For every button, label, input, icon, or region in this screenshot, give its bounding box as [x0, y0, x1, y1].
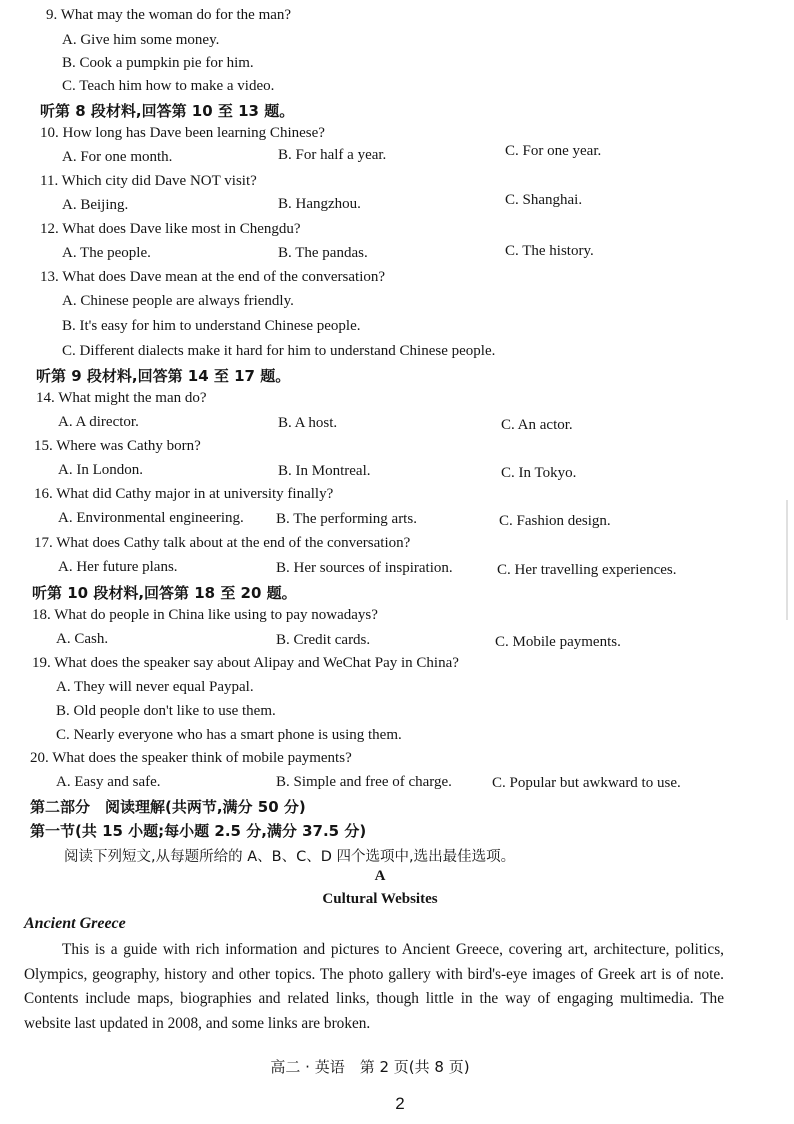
option: C. Different dialects make it hard for him to understand Chinese people.	[62, 343, 496, 359]
option: A. In London.	[58, 462, 143, 478]
scan-edge	[786, 500, 788, 620]
option: A. The people.	[62, 245, 151, 261]
page-number: 2	[395, 1094, 405, 1113]
option: C. Popular but awkward to use.	[492, 775, 681, 791]
option: C. Fashion design.	[499, 513, 611, 529]
option: C. An actor.	[501, 417, 573, 433]
section-heading: 第一节(共 15 小题;每小题 2.5 分,满分 37.5 分)	[30, 822, 367, 840]
option: B. In Montreal.	[278, 463, 371, 479]
passage-paragraph: This is a guide with rich information and pictures to Ancient Greece, covering art, architecture, politics, Olympics, geography, history and other topics. The photo gallery with bird's-eye images of Greek art is of note. Contents include maps, biographies and related links, though little in the way of engaging multimedia. The website last updated in 2008, and some links are broken.	[24, 941, 724, 1032]
question-16: 16. What did Cathy major in at university finally?	[34, 486, 334, 502]
option: A. Easy and safe.	[56, 774, 161, 790]
option: B. Old people don't like to use them.	[56, 703, 276, 719]
option: A. Environmental engineering.	[58, 510, 244, 526]
question-14: 14. What might the man do?	[36, 390, 207, 406]
section-instruction: 听第 9 段材料,回答第 14 至 17 题。	[36, 367, 291, 385]
option: C. Nearly everyone who has a smart phone is using them.	[56, 727, 402, 743]
question-11: 11. Which city did Dave NOT visit?	[40, 173, 257, 189]
option: C. In Tokyo.	[501, 465, 577, 481]
question-19: 19. What does the speaker say about Alipay and WeChat Pay in China?	[32, 655, 459, 671]
option: B. Cook a pumpkin pie for him.	[62, 55, 254, 71]
option: C. For one year.	[505, 143, 602, 159]
page-footer: 高二 · 英语 第 2 页(共 8 页)	[270, 1058, 470, 1076]
option: B. A host.	[278, 415, 338, 431]
option: C. Mobile payments.	[495, 634, 621, 650]
option: A. Give him some money.	[62, 32, 220, 48]
option: C. The history.	[505, 243, 594, 259]
passage-title: Cultural Websites	[322, 891, 438, 907]
section-instruction: 听第 8 段材料,回答第 10 至 13 题。	[40, 102, 295, 120]
option: B. It's easy for him to understand Chinese people.	[62, 318, 361, 334]
passage-letter: A	[374, 868, 386, 884]
option: A. Cash.	[56, 631, 109, 647]
option: B. The performing arts.	[276, 511, 417, 527]
question-12: 12. What does Dave like most in Chengdu?	[40, 221, 301, 237]
option: C. Her travelling experiences.	[497, 562, 677, 578]
part-heading: 第二部分 阅读理解(共两节,满分 50 分)	[30, 798, 306, 816]
option: A. For one month.	[62, 149, 173, 165]
question-20: 20. What does the speaker think of mobile payments?	[30, 750, 352, 766]
option: B. The pandas.	[278, 245, 368, 261]
option: A. Her future plans.	[58, 559, 178, 575]
subheading: Ancient Greece	[24, 915, 126, 932]
option: B. For half a year.	[278, 147, 387, 163]
question-13: 13. What does Dave mean at the end of the conversation?	[40, 269, 386, 285]
option: B. Hangzhou.	[278, 196, 361, 212]
option: A. Beijing.	[62, 197, 129, 213]
option: B. Credit cards.	[276, 632, 371, 648]
option: B. Simple and free of charge.	[276, 774, 452, 790]
question-17: 17. What does Cathy talk about at the end of the conversation?	[34, 535, 411, 551]
section-instruction: 听第 10 段材料,回答第 18 至 20 题。	[32, 584, 297, 602]
option: A. Chinese people are always friendly.	[62, 293, 294, 309]
question-15: 15. Where was Cathy born?	[34, 438, 201, 454]
option: A. They will never equal Paypal.	[56, 679, 254, 695]
option: C. Teach him how to make a video.	[62, 78, 275, 94]
option: C. Shanghai.	[505, 192, 583, 208]
option: B. Her sources of inspiration.	[276, 560, 453, 576]
question-18: 18. What do people in China like using to pay nowadays?	[32, 607, 378, 623]
question-10: 10. How long has Dave been learning Chinese?	[40, 125, 325, 141]
reading-instruction: 阅读下列短文,从每题所给的 A、B、C、D 四个选项中,选出最佳选项。	[64, 849, 516, 865]
option: A. A director.	[58, 414, 139, 430]
question-9: 9. What may the woman do for the man?	[46, 7, 292, 23]
